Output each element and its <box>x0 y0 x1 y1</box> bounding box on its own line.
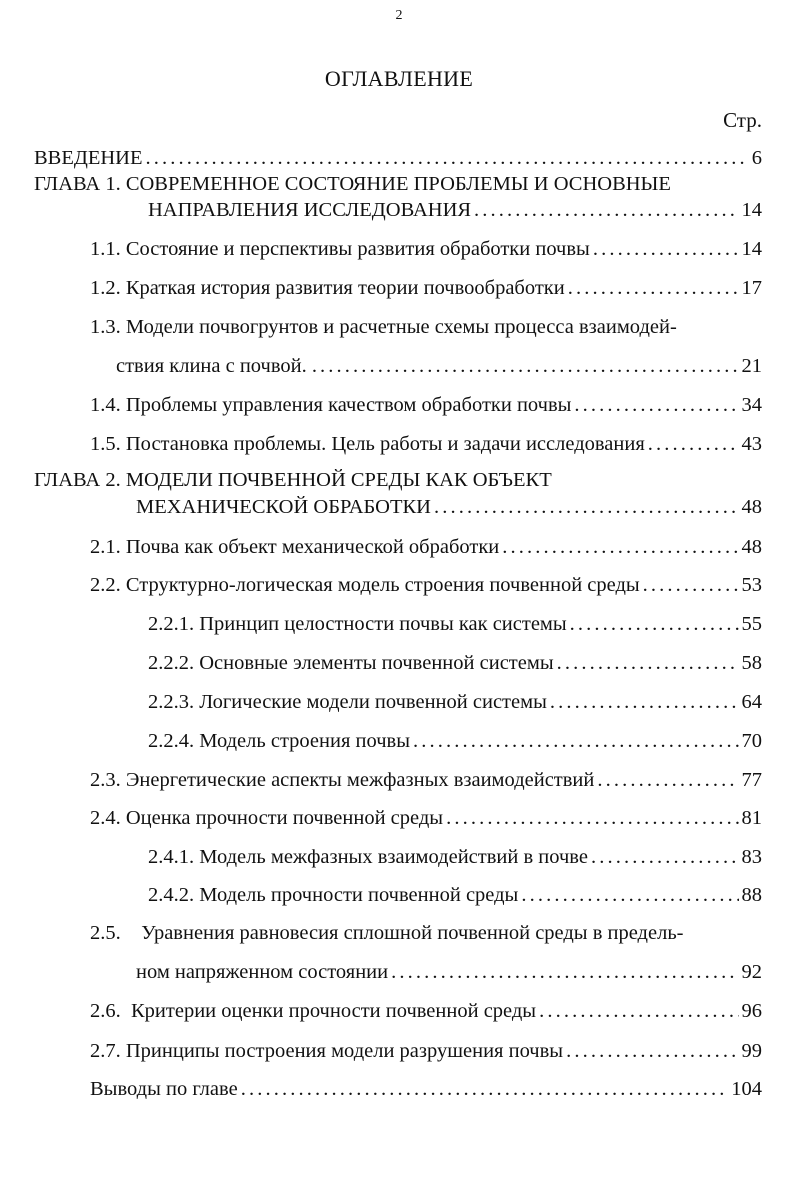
toc-entry-title: 2.7. Принципы построения модели разрушения почвы <box>90 1040 564 1062</box>
toc-entry-1-5[interactable] <box>90 432 762 456</box>
toc-entry-2-1[interactable] <box>90 535 762 559</box>
toc-entry-title: 2.2.2. Основные элементы почвенной системы <box>148 652 554 674</box>
toc-entry-title: 2.1. Почва как объект механической обработки <box>90 536 500 558</box>
toc-entry-2-2-4[interactable] <box>148 729 762 753</box>
toc-entry-2-5[interactable] <box>136 960 762 984</box>
toc-entry-1-3-line1: 1.3. Модели почвогрунтов и расчетные схемы процесса взаимодей- <box>90 316 677 338</box>
leader-dots <box>574 393 738 417</box>
toc-entry-page: 21 <box>741 355 762 377</box>
toc-entry-page: 58 <box>741 652 762 674</box>
toc-entry-2-4-2[interactable] <box>148 883 762 907</box>
leader-dots <box>566 1039 738 1063</box>
page-column-label: Стр. <box>723 108 762 132</box>
toc-entry-2-2-2[interactable] <box>148 651 762 675</box>
toc-entry-page: 81 <box>741 807 762 829</box>
leader-dots <box>434 495 739 519</box>
toc-entry-1-4[interactable] <box>90 393 762 417</box>
page-title: ОГЛАВЛЕНИЕ <box>324 66 474 91</box>
toc-entry-2-3[interactable] <box>90 768 762 792</box>
toc-entry-title: 2.4. Оценка прочности почвенной среды <box>90 807 444 829</box>
toc-entry-title: 1.4. Проблемы управления качеством обработки почвы <box>90 394 572 416</box>
toc-entry-1-1[interactable] <box>90 237 762 261</box>
toc-entry-page: 14 <box>741 199 762 221</box>
leader-dots <box>643 573 739 597</box>
page-number: 2 <box>395 8 403 23</box>
toc-entry-page: 6 <box>751 147 762 169</box>
leader-dots <box>593 237 739 261</box>
toc-entry-2-5-line1: 2.5. Уравнения равновесия сплошной почвенной среды в предель- <box>90 922 684 944</box>
toc-entry-title: НАПРАВЛЕНИЯ ИССЛЕДОВАНИЯ <box>148 199 472 221</box>
toc-entry-introduction[interactable] <box>34 146 762 170</box>
toc-entry-title: 2.2.3. Логические модели почвенной системы <box>148 691 547 713</box>
toc-entry-page: 34 <box>741 394 762 416</box>
toc-entry-2-4[interactable] <box>90 806 762 830</box>
leader-dots <box>320 354 739 378</box>
toc-entry-title: 1.5. Постановка проблемы. Цель работы и задачи исследования <box>90 433 645 455</box>
leader-dots <box>557 651 739 675</box>
leader-dots <box>413 729 739 753</box>
leader-dots <box>550 690 739 714</box>
toc-entry-2-2[interactable] <box>90 573 762 597</box>
toc-entry-page: 92 <box>741 961 762 983</box>
toc-entry-title: 2.2.1. Принцип целостности почвы как системы <box>148 613 567 635</box>
toc-entry-conclusions[interactable] <box>90 1077 762 1101</box>
leader-dots <box>648 432 739 456</box>
toc-entry-page: 17 <box>741 277 762 299</box>
toc-entry-page: 96 <box>741 1000 762 1022</box>
toc-entry-chapter-1[interactable] <box>148 198 762 222</box>
toc-entry-1-2[interactable] <box>90 276 762 300</box>
leader-dots <box>570 612 739 636</box>
leader-dots <box>146 146 749 170</box>
toc-entry-title: 2.4.2. Модель прочности почвенной среды <box>148 884 519 906</box>
leader-dots <box>446 806 738 830</box>
leader-dots <box>568 276 739 300</box>
toc-chapter-1-line1: ГЛАВА 1. СОВРЕМЕННОЕ СОСТОЯНИЕ ПРОБЛЕМЫ И ОСНОВНЫЕ <box>34 173 671 195</box>
toc-entry-page: 48 <box>741 536 762 558</box>
toc-entry-1-3[interactable] <box>116 354 762 378</box>
toc-entry-page: 104 <box>731 1078 762 1100</box>
toc-entry-chapter-2[interactable] <box>136 495 762 519</box>
leader-dots <box>391 960 738 984</box>
leader-dots <box>241 1077 729 1101</box>
leader-dots <box>474 198 738 222</box>
toc-entry-title: 1.2. Краткая история развития теории почвообработки <box>90 277 565 299</box>
toc-entry-title: ВВЕДЕНИЕ <box>34 147 143 169</box>
toc-chapter-2-line1: ГЛАВА 2. МОДЕЛИ ПОЧВЕННОЙ СРЕДЫ КАК ОБЪЕКТ <box>34 469 552 491</box>
toc-entry-title: 1.1. Состояние и перспективы развития обработки почвы <box>90 238 590 260</box>
leader-dots <box>597 768 738 792</box>
toc-entry-page: 99 <box>741 1040 762 1062</box>
toc-entry-title: ном напряженном состоянии <box>136 961 389 983</box>
toc-entry-page: 14 <box>741 238 762 260</box>
toc-entry-2-4-1[interactable] <box>148 845 762 869</box>
leader-dots <box>591 845 739 869</box>
toc-entry-title: 2.2.4. Модель строения почвы <box>148 730 410 752</box>
toc-entry-page: 48 <box>741 496 762 518</box>
toc-entry-title: МЕХАНИЧЕСКОЙ ОБРАБОТКИ <box>136 496 431 518</box>
toc-entry-title: 2.2. Структурно-логическая модель строения почвенной среды <box>90 574 640 596</box>
toc-entry-page: 43 <box>741 433 762 455</box>
leader-dots <box>539 999 738 1023</box>
leader-dots <box>521 883 738 907</box>
leader-dots <box>502 535 738 559</box>
toc-entry-page: 77 <box>741 769 762 791</box>
toc-entry-page: 55 <box>741 613 762 635</box>
toc-entry-page: 83 <box>741 846 762 868</box>
toc-entry-title: 2.3. Энергетические аспекты межфазных взаимодействий <box>90 769 595 791</box>
toc-entry-page: 88 <box>741 884 762 906</box>
toc-entry-title: 2.6. Критерии оценки прочности почвенной среды <box>90 1000 537 1022</box>
toc-entry-title: 2.4.1. Модель межфазных взаимодействий в почве <box>148 846 588 868</box>
toc-entry-2-6[interactable] <box>90 999 762 1023</box>
toc-entry-page: 53 <box>741 574 762 596</box>
toc-entry-2-2-1[interactable] <box>148 612 762 636</box>
toc-entry-page: 70 <box>741 730 762 752</box>
toc-entry-2-2-3[interactable] <box>148 690 762 714</box>
toc-entry-title: Выводы по главе <box>90 1078 238 1100</box>
toc-entry-page: 64 <box>741 691 762 713</box>
toc-entry-2-7[interactable] <box>90 1039 762 1063</box>
toc-entry-title: ствия клина с почвой. . <box>116 355 317 377</box>
